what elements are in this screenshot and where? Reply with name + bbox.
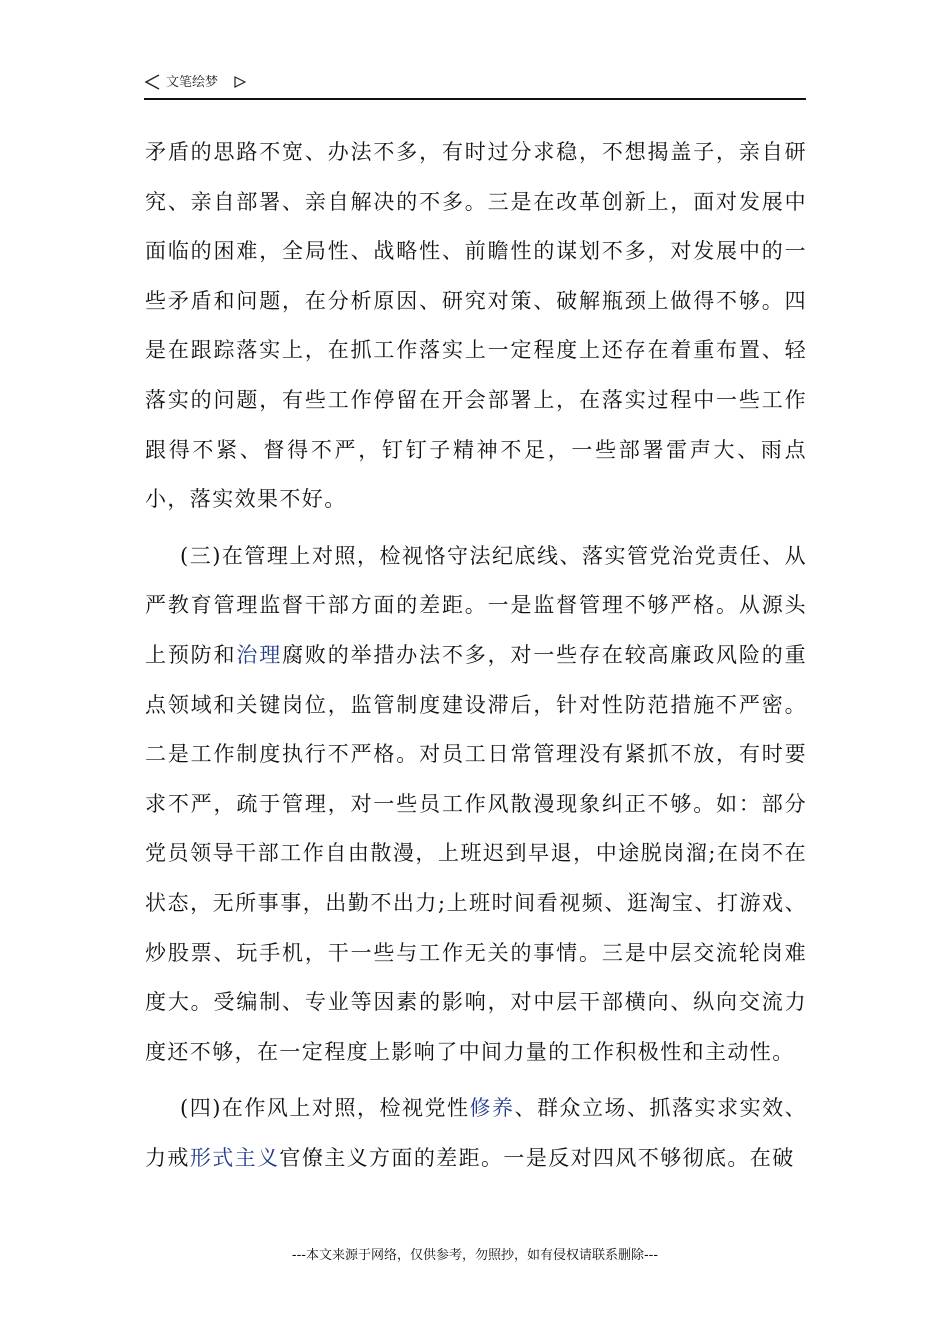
page-footer-notice: ---本文来源于网络，仅供参考，勿照抄，如有侵权请联系删除--- <box>291 1248 659 1263</box>
page-header <box>144 70 806 100</box>
document-body <box>145 128 807 1183</box>
header-title: 文笔绘梦 <box>166 75 219 90</box>
paragraph-text: 、群众立场、抓落实求实效、力戒 <box>145 1096 807 1170</box>
paragraph-continuation: 矛盾的思路不宽、办法不多，有时过分求稳，不想揭盖子，亲自研究、亲自部署、亲自解决的不多。三是在改革创新上，面对发展中面临的困难，全局性、战略性、前瞻性的谋划不多，对发展中的一些矛盾和问题，在分析原因、研究对策、破解瓶颈上做得不够。四是在跟踪落实上，在抓工作落实上一定程度上还存在着重布置、轻落实的问题，有些工作停留在开会部署上，在落实过程中一些工作跟得不紧、督得不严，钉钉子精神不足，一些部署雷声大、雨点小，落实效果不好。 <box>145 140 807 512</box>
paragraph-text: (四)在作风上对照，检视党性 <box>180 1096 470 1121</box>
link-xiuyang[interactable]: 修养 <box>469 1096 515 1121</box>
right-triangle-icon <box>234 76 246 88</box>
paragraph-text: 腐败的举措办法不多，对一些存在较高廉政风险的重点领域和关键岗位，监管制度建设滞后，针对性防范措施不严密。二是工作制度执行不严格。对员工日常管理没有紧抓不放，有时要求不严，疏于管理，对一些员工作风散漫现象纠正不够。如：部分党员领导干部工作自由散漫，上班迟到早退，中途脱岗溜;在岗不在状态，无所事事，出勤不出力;上班时间看视频、逛淘宝、打游戏、炒股票、玩手机，干一些与工作无关的事情。三是中层交流轮岗难度大。受编制、专业等因素的影响，对中层干部横向、纵向交流力度还不够，在一定程度上影响了中间力量的工作积极性和主动性。 <box>145 642 807 1064</box>
paragraph-text: 官僚主义方面的差距。一是反对四风不够彻底。在破 <box>279 1145 795 1170</box>
left-triangle-icon <box>144 74 160 90</box>
link-xingshizhuyi[interactable]: 形式主义 <box>189 1145 280 1170</box>
link-zhili[interactable]: 治理 <box>236 642 283 667</box>
paragraph-text: (三)在管理上对照，检视恪守法纪底线、落实管党治党责任、从严教育管理监督干部方面的差距。一是监督管理不够严格。从源头上预防和 <box>145 543 807 667</box>
paragraph-section-4 <box>145 1084 807 1183</box>
paragraph-section-3 <box>145 532 807 1078</box>
